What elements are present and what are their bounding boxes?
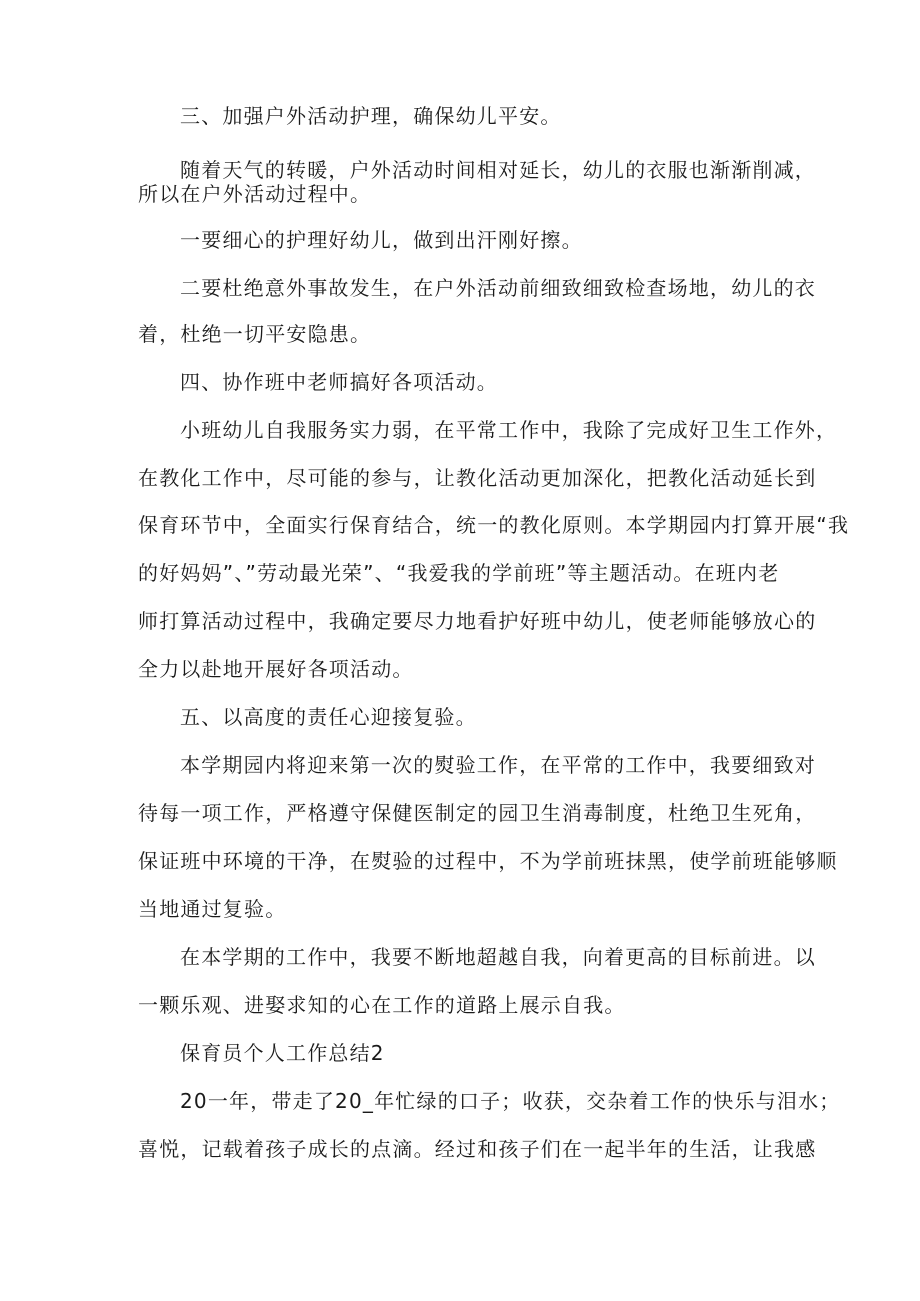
paragraph-line: 在教化工作中，尽可能的参与，让教化活动更加深化，把教化活动延长到: [138, 466, 817, 490]
paragraph-line: 的好妈妈”、”劳动最光荣”、“我爱我的学前班”等主题活动。在班内老: [138, 561, 780, 585]
paragraph-line: 小班幼儿自我服务实力弱，在平常工作中，我除了完成好卫生工作外，: [180, 418, 838, 442]
section-title: 保育员个人工作总结2: [180, 1041, 385, 1065]
paragraph-line: 一颗乐观、进娶求知的心在工作的道路上展示自我。: [138, 993, 626, 1017]
paragraph-line: 一要细心的护理好幼儿，做到出汗刚好擦。: [180, 228, 583, 252]
paragraph-line: 保证班中环境的干净，在熨验的过程中，不为学前班抹黑，使学前班能够顺: [138, 849, 838, 873]
paragraph-line: 在本学期的工作中，我要不断地超越自我，向着更高的目标前进。以: [180, 945, 816, 969]
paragraph-line: 喜悦，记载着孩子成长的点滴。经过和孩子们在一起半年的生活，让我感: [138, 1137, 817, 1161]
heading-section-4: 四、协作班中老师搞好各项活动。: [180, 370, 498, 394]
paragraph-line: 师打算活动过程中，我确定要尽力地看护好班中幼儿，使老师能够放心的: [138, 609, 817, 633]
paragraph-line: 二要杜绝意外事故发生，在户外活动前细致细致检查场地，幼儿的衣: [180, 276, 816, 300]
paragraph-line: 着，杜绝一切平安隐患。: [138, 322, 372, 346]
heading-section-5: 五、以高度的责任心迎接复验。: [180, 705, 477, 729]
paragraph-line: 待每一项工作，严格遵守保健医制定的园卫生消毒制度，杜绝卫生死角，: [138, 801, 817, 825]
paragraph-line: 20一年，带走了20_年忙绿的口子；收获，交杂着工作的快乐与泪水；: [180, 1089, 841, 1113]
heading-section-3: 三、加强户外活动护理，确保幼儿平安。: [180, 104, 562, 128]
paragraph-line: 全力以赴地开展好各项活动。: [138, 657, 414, 681]
paragraph-line: 所以在户外活动过程中。: [138, 182, 372, 206]
paragraph-line: 本学期园内将迎来第一次的熨验工作，在平常的工作中，我要细致对: [180, 753, 816, 777]
paragraph-line: 保育环节中，全面实行保育结合，统一的教化原则。本学期园内打算开展“我: [138, 513, 850, 537]
paragraph-line: 当地通过复验。: [138, 897, 287, 921]
paragraph-line: 随着天气的转暖，户外活动时间相对延长，幼儿的衣服也渐渐削减，: [180, 158, 816, 182]
